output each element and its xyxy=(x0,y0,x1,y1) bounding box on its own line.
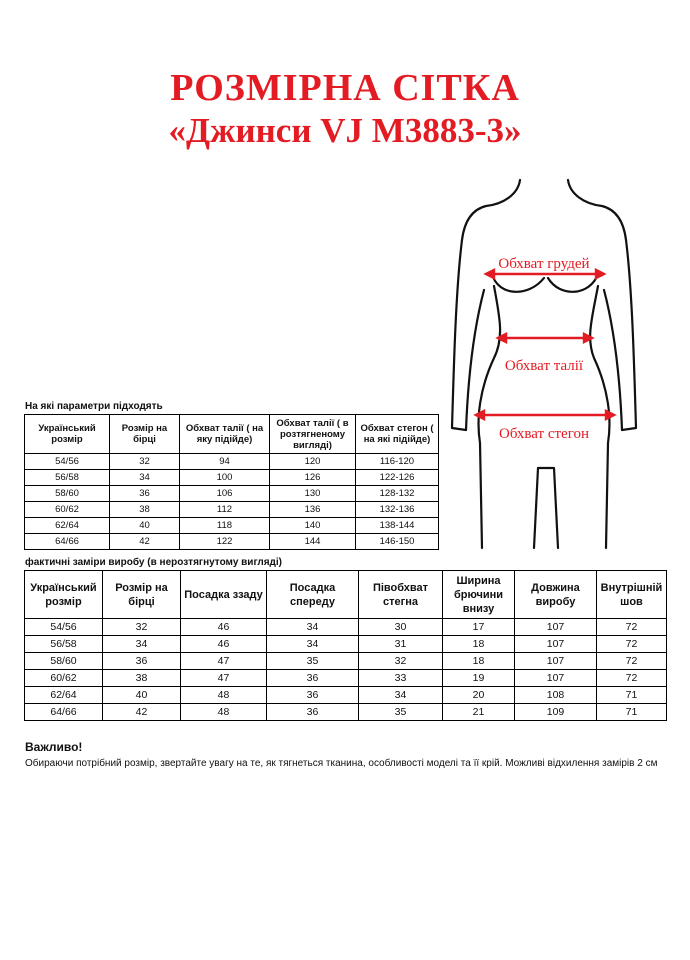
table-cell: 140 xyxy=(270,518,356,534)
header-tag-size: Розмір на бірці xyxy=(110,415,180,454)
table-cell: 58/60 xyxy=(25,653,103,670)
table-cell: 32 xyxy=(359,653,443,670)
table-cell: 19 xyxy=(443,670,515,687)
table-row xyxy=(25,470,439,486)
table-cell: 36 xyxy=(267,687,359,704)
table-cell: 46 xyxy=(181,636,267,653)
table-row xyxy=(25,534,439,550)
table-cell: 107 xyxy=(515,653,597,670)
body-outline-neck-left xyxy=(462,180,520,240)
table-cell: 94 xyxy=(180,454,270,470)
important-note: Обираючи потрібний розмір, звертайте увагу на те, як тягнеться тканина, особливості моделі та її крій. Можливі відхилення замірів 2 см xyxy=(25,758,658,769)
table-cell: 112 xyxy=(180,502,270,518)
table-cell: 64/66 xyxy=(25,534,110,550)
header-half-hip: Півобхват стегна xyxy=(359,571,443,619)
hips-label: Обхват стегон xyxy=(498,426,590,442)
table-cell: 34 xyxy=(110,470,180,486)
table-cell: 34 xyxy=(359,687,443,704)
table-cell: 40 xyxy=(103,687,181,704)
table-cell: 36 xyxy=(267,670,359,687)
table-cell: 62/64 xyxy=(25,518,110,534)
table-cell: 30 xyxy=(359,619,443,636)
table-header-row xyxy=(25,571,667,619)
table-cell: 18 xyxy=(443,653,515,670)
table-cell: 106 xyxy=(180,486,270,502)
table-cell: 108 xyxy=(515,687,597,704)
table-cell: 35 xyxy=(267,653,359,670)
table-cell: 109 xyxy=(515,704,597,721)
table-cell: 34 xyxy=(267,619,359,636)
body-measurement-figure xyxy=(448,178,648,550)
table-cell: 47 xyxy=(181,653,267,670)
page-title: РОЗМІРНА СІТКА xyxy=(170,67,520,109)
table-cell: 62/64 xyxy=(25,687,103,704)
chest-arrow-right xyxy=(596,270,604,278)
header-back-rise: Посадка ззаду xyxy=(181,571,267,619)
header-inseam: Внутрішній шов xyxy=(597,571,667,619)
body-outline-bust-right xyxy=(548,274,598,292)
table-row xyxy=(25,454,439,470)
table-row xyxy=(25,704,667,721)
table-cell: 146-150 xyxy=(356,534,439,550)
table-cell: 36 xyxy=(267,704,359,721)
table-cell: 34 xyxy=(267,636,359,653)
table-cell: 42 xyxy=(110,534,180,550)
table-cell: 71 xyxy=(597,687,667,704)
table-cell: 144 xyxy=(270,534,356,550)
table-cell: 48 xyxy=(181,687,267,704)
table-cell: 36 xyxy=(110,486,180,502)
table-cell: 35 xyxy=(359,704,443,721)
chest-label: Обхват грудей xyxy=(498,256,590,272)
size-fit-table xyxy=(24,414,439,550)
header-ukr-size: Український розмір xyxy=(25,415,110,454)
table-cell: 122 xyxy=(180,534,270,550)
hips-arrow-right xyxy=(606,411,614,419)
waist-label: Обхват талії xyxy=(504,358,584,374)
table-cell: 32 xyxy=(110,454,180,470)
table-cell: 64/66 xyxy=(25,704,103,721)
table-cell: 31 xyxy=(359,636,443,653)
header-tag-size: Розмір на бірці xyxy=(103,571,181,619)
table-cell: 56/58 xyxy=(25,470,110,486)
chest-arrow-left xyxy=(486,270,494,278)
table-cell: 56/58 xyxy=(25,636,103,653)
table-row xyxy=(25,653,667,670)
important-heading: Важливо! xyxy=(25,740,83,754)
table-row xyxy=(25,486,439,502)
table-row xyxy=(25,687,667,704)
table1-caption: На які параметри підходять xyxy=(25,401,163,412)
body-outline-leg-inner-left xyxy=(534,468,548,548)
table-cell: 132-136 xyxy=(356,502,439,518)
body-outline-neck-right xyxy=(568,180,626,240)
table-cell: 118 xyxy=(180,518,270,534)
table-cell: 107 xyxy=(515,636,597,653)
table-cell: 46 xyxy=(181,619,267,636)
table-row xyxy=(25,636,667,653)
table-cell: 72 xyxy=(597,619,667,636)
table-cell: 128-132 xyxy=(356,486,439,502)
table-cell: 136 xyxy=(270,502,356,518)
table-cell: 122-126 xyxy=(356,470,439,486)
body-outline-leg-inner-right xyxy=(548,468,558,548)
table-row xyxy=(25,619,667,636)
table-cell: 58/60 xyxy=(25,486,110,502)
table-cell: 126 xyxy=(270,470,356,486)
table-cell: 47 xyxy=(181,670,267,687)
table-cell: 107 xyxy=(515,670,597,687)
table-cell: 54/56 xyxy=(25,619,103,636)
body-outline-inner-arm-right xyxy=(604,290,622,430)
table-row xyxy=(25,670,667,687)
table-cell: 32 xyxy=(103,619,181,636)
table-cell: 138-144 xyxy=(356,518,439,534)
product-title: «Джинси VJ M3883-3» xyxy=(168,111,522,150)
table-cell: 48 xyxy=(181,704,267,721)
header-ukr-size: Український розмір xyxy=(25,571,103,619)
table-cell: 36 xyxy=(103,653,181,670)
table-cell: 72 xyxy=(597,670,667,687)
table-cell: 20 xyxy=(443,687,515,704)
table-cell: 60/62 xyxy=(25,502,110,518)
table-cell: 33 xyxy=(359,670,443,687)
table-cell: 107 xyxy=(515,619,597,636)
table-cell: 21 xyxy=(443,704,515,721)
table-cell: 72 xyxy=(597,653,667,670)
header-leg-opening: Ширина брючини внизу xyxy=(443,571,515,619)
table-header-row xyxy=(25,415,439,454)
table-cell: 60/62 xyxy=(25,670,103,687)
body-outline-inner-arm-left xyxy=(466,290,484,430)
header-hips-fit: Обхват стегон ( на які підійде) xyxy=(356,415,439,454)
table-cell: 71 xyxy=(597,704,667,721)
table-cell: 18 xyxy=(443,636,515,653)
table2-caption: фактичні заміри виробу (в нерозтягнутому вигляді) xyxy=(25,557,283,568)
table-cell: 54/56 xyxy=(25,454,110,470)
header-front-rise: Посадка спереду xyxy=(267,571,359,619)
body-outline-bust-left xyxy=(492,274,544,292)
table-cell: 120 xyxy=(270,454,356,470)
hips-arrow-left xyxy=(476,411,484,419)
table-cell: 72 xyxy=(597,636,667,653)
table-cell: 100 xyxy=(180,470,270,486)
table-cell: 116-120 xyxy=(356,454,439,470)
header-waist-stretched: Обхват талії ( в розтягненому вигляді) xyxy=(270,415,356,454)
body-outline-arm-left xyxy=(452,240,466,430)
header-waist-fit: Обхват талії ( на яку підійде) xyxy=(180,415,270,454)
table-row xyxy=(25,518,439,534)
table-cell: 17 xyxy=(443,619,515,636)
table-cell: 34 xyxy=(103,636,181,653)
table-cell: 38 xyxy=(110,502,180,518)
table-row xyxy=(25,502,439,518)
garment-measurements-table xyxy=(24,570,667,721)
body-outline-arm-right xyxy=(622,240,636,430)
header-length: Довжина виробу xyxy=(515,571,597,619)
table-cell: 130 xyxy=(270,486,356,502)
table-cell: 38 xyxy=(103,670,181,687)
table-cell: 40 xyxy=(110,518,180,534)
table-cell: 42 xyxy=(103,704,181,721)
